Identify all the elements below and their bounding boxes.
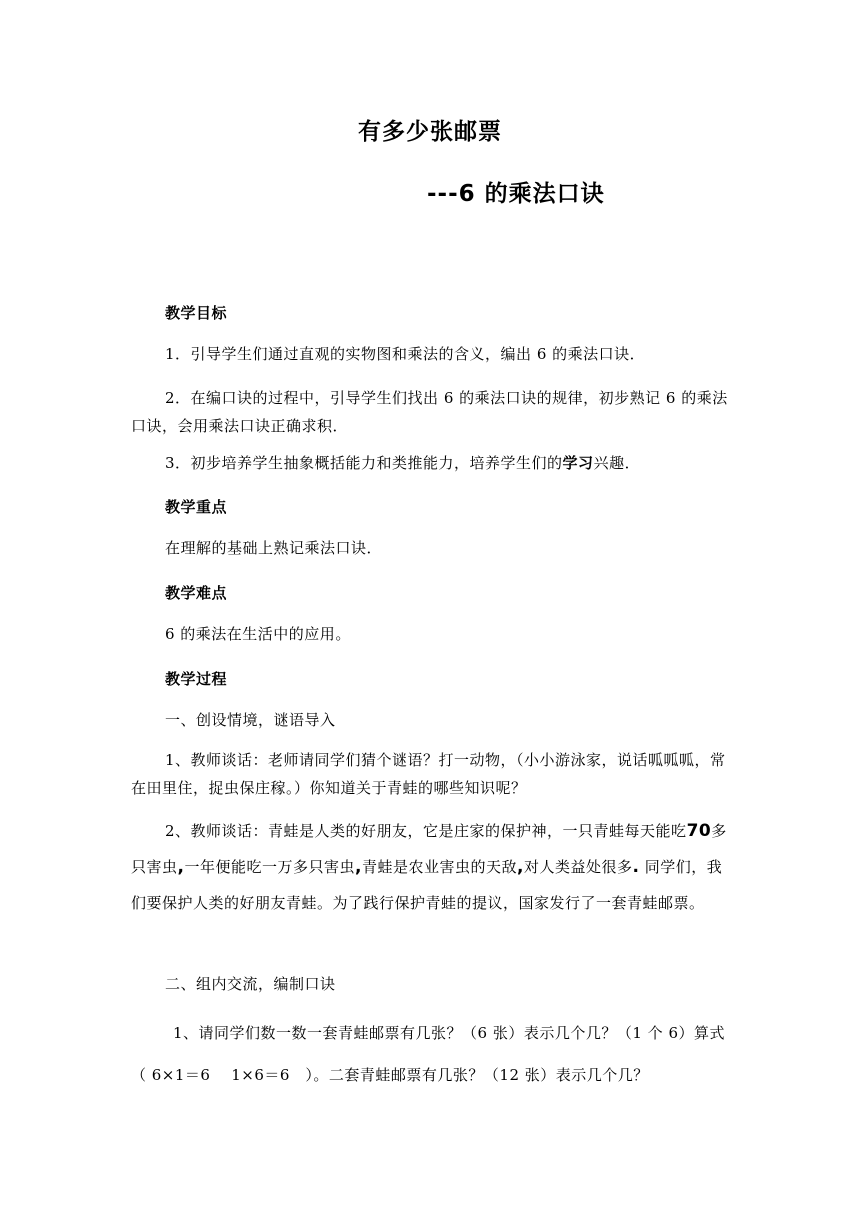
- paragraph-2-part-f: 青蛙是农业害虫的天敌: [361, 858, 517, 876]
- paragraph-1: 1、教师谈话：老师请同学们猜个谜语？打一动物，（小小游泳家，说话呱呱呱，常在田里住，捉虫保庄稼。）你知道关于青蛙的哪些知识呢？: [131, 751, 726, 797]
- paragraph-2-part-d: 一年便能吃一万多只害虫: [184, 858, 355, 876]
- document-subtitle: ---6 的乘法口诀: [427, 181, 605, 207]
- paragraph-3: 1、请同学们数一数一套青蛙邮票有几张？（6 张）表示几个几？（1 个 6）算式（ 6×1＝6 1×6＝6 ）。二套青蛙邮票有几张？（12 张）表示几个几？: [131, 1024, 725, 1084]
- paragraph-2-part-b: 多只害虫: [131, 822, 727, 876]
- section-1-heading: 一、创设情境，谜语导入: [165, 711, 336, 729]
- objective-1: 1．引导学生们通过直观的实物图和乘法的含义，编出 6 的乘法口诀．: [165, 345, 646, 363]
- difficulty-text: 6 的乘法在生活中的应用。: [165, 625, 351, 643]
- paragraph-2-part-a: 2、教师谈话：青蛙是人类的好朋友，它是庄家的保护神，一只青蛙每天能吃: [165, 822, 687, 840]
- paragraph-2-comma-2: ,: [355, 857, 362, 877]
- paragraph-2-period: .: [632, 857, 640, 877]
- objective-3: [131, 449, 731, 477]
- paragraph-2-number: 70: [686, 821, 712, 841]
- paragraph-2: [131, 813, 731, 921]
- document-title: 有多少张邮票: [358, 119, 502, 145]
- objective-3-emphasis: 学习: [562, 454, 594, 472]
- key-points-text: 在理解的基础上熟记乘法口诀．: [165, 539, 383, 557]
- key-points-heading: 教学重点: [165, 498, 228, 516]
- section-2-heading: 二、组内交流，编制口诀: [165, 975, 336, 993]
- objective-2: 2．在编口诀的过程中，引导学生们找出 6 的乘法口诀的规律，初步熟记 6 的乘法口诀，会用乘法口诀正确求积．: [131, 389, 728, 435]
- difficulty-heading: 教学难点: [165, 584, 228, 602]
- objectives-heading: 教学目标: [165, 304, 228, 322]
- paragraph-2-comma-1: ,: [177, 857, 185, 877]
- paragraph-2-comma-3: ,: [516, 857, 524, 877]
- paragraph-2-part-h: 对人类益处很多: [523, 858, 633, 876]
- process-heading: 教学过程: [165, 670, 228, 688]
- paragraph-2-part-j: 同学们，我们要保护人类的好朋友青蛙。为了践行保护青蛙的提议，国家发行了一套青蛙邮票。: [131, 858, 723, 912]
- objective-3-post: 兴趣．: [593, 454, 641, 472]
- objective-3-pre: 3．初步培养学生抽象概括能力和类推能力，培养学生们的: [165, 454, 563, 472]
